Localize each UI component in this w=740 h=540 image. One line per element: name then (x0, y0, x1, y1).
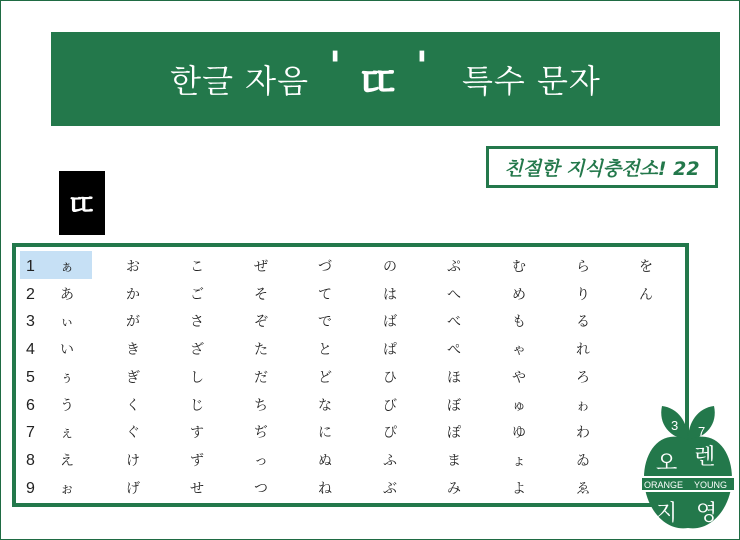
char-cell[interactable]: ぷ (447, 259, 461, 275)
orange-young-logo (640, 398, 736, 534)
table-row (16, 336, 685, 364)
char-cell[interactable]: ふ (383, 452, 397, 469)
char-cell[interactable]: な (318, 397, 332, 414)
char-cell[interactable]: そ (254, 286, 268, 303)
char-cell[interactable]: の (383, 259, 397, 275)
char-cell[interactable]: し (190, 369, 204, 386)
char-cell[interactable]: ぎ (126, 369, 140, 386)
char-cell[interactable]: び (383, 397, 397, 414)
char-cell[interactable]: か (126, 286, 140, 303)
char-cell[interactable]: ぺ (447, 342, 461, 359)
char-cell[interactable]: ぬ (318, 452, 332, 469)
row-number: 2 (26, 285, 35, 303)
char-cell[interactable]: ゃ (512, 342, 526, 359)
char-cell[interactable]: み (447, 480, 461, 497)
char-cell[interactable]: づ (318, 259, 332, 275)
char-cell[interactable]: ろ (576, 369, 590, 386)
char-cell[interactable]: え (60, 452, 74, 469)
title-banner (51, 32, 720, 126)
logo-band-left: ORANGE (644, 480, 684, 490)
char-cell[interactable]: れ (576, 342, 590, 359)
char-cell[interactable]: お (126, 259, 140, 275)
char-cell[interactable]: と (318, 342, 332, 359)
char-cell[interactable]: め (512, 286, 526, 303)
char-cell[interactable]: よ (512, 480, 526, 497)
char-cell[interactable]: ゎ (576, 397, 590, 414)
char-cell[interactable]: ぐ (126, 425, 140, 442)
char-cell[interactable]: ゑ (576, 480, 590, 497)
title-after: 특수 문자 (462, 62, 601, 100)
table-row (16, 281, 685, 309)
row-number: 4 (26, 341, 35, 359)
char-cell[interactable]: ち (254, 397, 268, 414)
char-cell[interactable]: ご (190, 286, 204, 303)
table-row (16, 364, 685, 392)
row-number: 8 (26, 451, 35, 469)
char-cell[interactable]: ぴ (383, 425, 397, 442)
char-cell[interactable]: ぽ (447, 425, 461, 442)
char-cell[interactable]: は (383, 286, 397, 303)
special-char-table (12, 243, 689, 507)
char-cell[interactable]: ざ (190, 342, 204, 359)
char-cell[interactable]: く (126, 397, 140, 414)
char-cell[interactable]: ぉ (60, 480, 74, 497)
logo-mid-left: 오 (656, 451, 678, 476)
row-number: 6 (26, 396, 35, 414)
logo-bottom-left: 지 (656, 501, 678, 526)
char-cell[interactable]: げ (126, 480, 140, 497)
char-cell[interactable]: だ (254, 369, 268, 386)
logo-top-right: 7 (698, 424, 706, 439)
char-cell[interactable]: た (254, 342, 268, 359)
char-cell[interactable]: い (60, 342, 74, 359)
char-cell[interactable]: む (512, 259, 526, 275)
char-cell[interactable]: ほ (447, 369, 461, 386)
table-row (16, 447, 685, 475)
char-cell[interactable]: ぼ (447, 397, 461, 414)
char-cell[interactable]: き (126, 342, 140, 359)
char-cell[interactable]: ぢ (254, 425, 268, 442)
row-number: 1 (26, 258, 35, 275)
char-cell[interactable]: ど (318, 369, 332, 386)
table-row (16, 253, 685, 281)
char-cell[interactable]: ぃ (60, 314, 74, 331)
char-cell[interactable]: す (190, 425, 204, 442)
char-cell[interactable]: ん (639, 286, 653, 303)
char-cell[interactable]: ぅ (60, 369, 74, 386)
title-jamo: ㄸ (357, 58, 400, 109)
char-cell[interactable]: り (576, 286, 590, 303)
char-cell[interactable]: に (318, 425, 332, 442)
char-cell[interactable]: け (126, 452, 140, 469)
char-cell[interactable]: ぁ (60, 259, 74, 275)
char-cell[interactable]: っ (254, 452, 268, 469)
char-cell[interactable]: ら (576, 259, 590, 275)
title-before: 한글 자음 (170, 62, 309, 100)
char-cell[interactable]: ぞ (254, 314, 268, 331)
char-cell[interactable]: ぱ (383, 342, 397, 359)
char-cell[interactable]: ね (318, 480, 332, 497)
char-cell[interactable]: ず (190, 452, 204, 469)
table-row (16, 308, 685, 336)
char-cell[interactable]: て (318, 286, 332, 303)
channel-badge: 친절한 지식충전소! 22 (486, 146, 718, 188)
char-cell[interactable]: あ (60, 286, 74, 303)
table-row (16, 475, 685, 503)
char-cell[interactable]: べ (447, 314, 461, 331)
char-cell[interactable]: ば (383, 314, 397, 331)
char-cell[interactable]: じ (190, 397, 204, 414)
char-cell[interactable]: う (60, 397, 74, 414)
row-number: 5 (26, 368, 35, 386)
char-cell[interactable]: ゆ (512, 425, 526, 442)
char-cell[interactable]: も (512, 314, 526, 331)
logo-bottom-right: 영 (696, 501, 718, 526)
char-cell[interactable]: が (126, 314, 140, 331)
char-cell[interactable]: や (512, 369, 526, 386)
char-cell[interactable]: へ (447, 286, 461, 303)
logo-mid-right: 렌 (694, 445, 716, 470)
char-cell[interactable]: で (318, 314, 332, 331)
char-cell[interactable]: ま (447, 452, 461, 469)
char-cell[interactable]: つ (254, 480, 268, 497)
table-row (16, 419, 685, 447)
quote-open: ' (328, 44, 342, 90)
char-cell[interactable]: こ (190, 259, 204, 275)
logo-band-right: YOUNG (694, 480, 728, 490)
table-row (16, 392, 685, 420)
char-cell[interactable]: を (639, 259, 653, 275)
char-cell[interactable]: ゐ (576, 452, 590, 469)
char-cell[interactable]: せ (190, 480, 204, 497)
char-cell[interactable]: ぇ (60, 425, 74, 442)
char-cell[interactable]: わ (576, 425, 590, 442)
char-cell[interactable]: ぶ (383, 480, 397, 497)
row-number: 7 (26, 424, 35, 442)
char-cell[interactable]: ょ (512, 452, 526, 469)
char-cell[interactable]: る (576, 314, 590, 331)
row-number: 3 (26, 313, 35, 331)
char-cell[interactable]: ぜ (254, 259, 268, 275)
char-cell[interactable]: さ (190, 314, 204, 331)
logo-top-left: 3 (671, 418, 679, 433)
row-number: 9 (26, 479, 35, 497)
char-cell[interactable]: ゅ (512, 397, 526, 414)
jamo-key-box: ㄸ (59, 171, 105, 235)
char-cell[interactable]: ひ (383, 369, 397, 386)
quote-close: ' (415, 44, 428, 90)
